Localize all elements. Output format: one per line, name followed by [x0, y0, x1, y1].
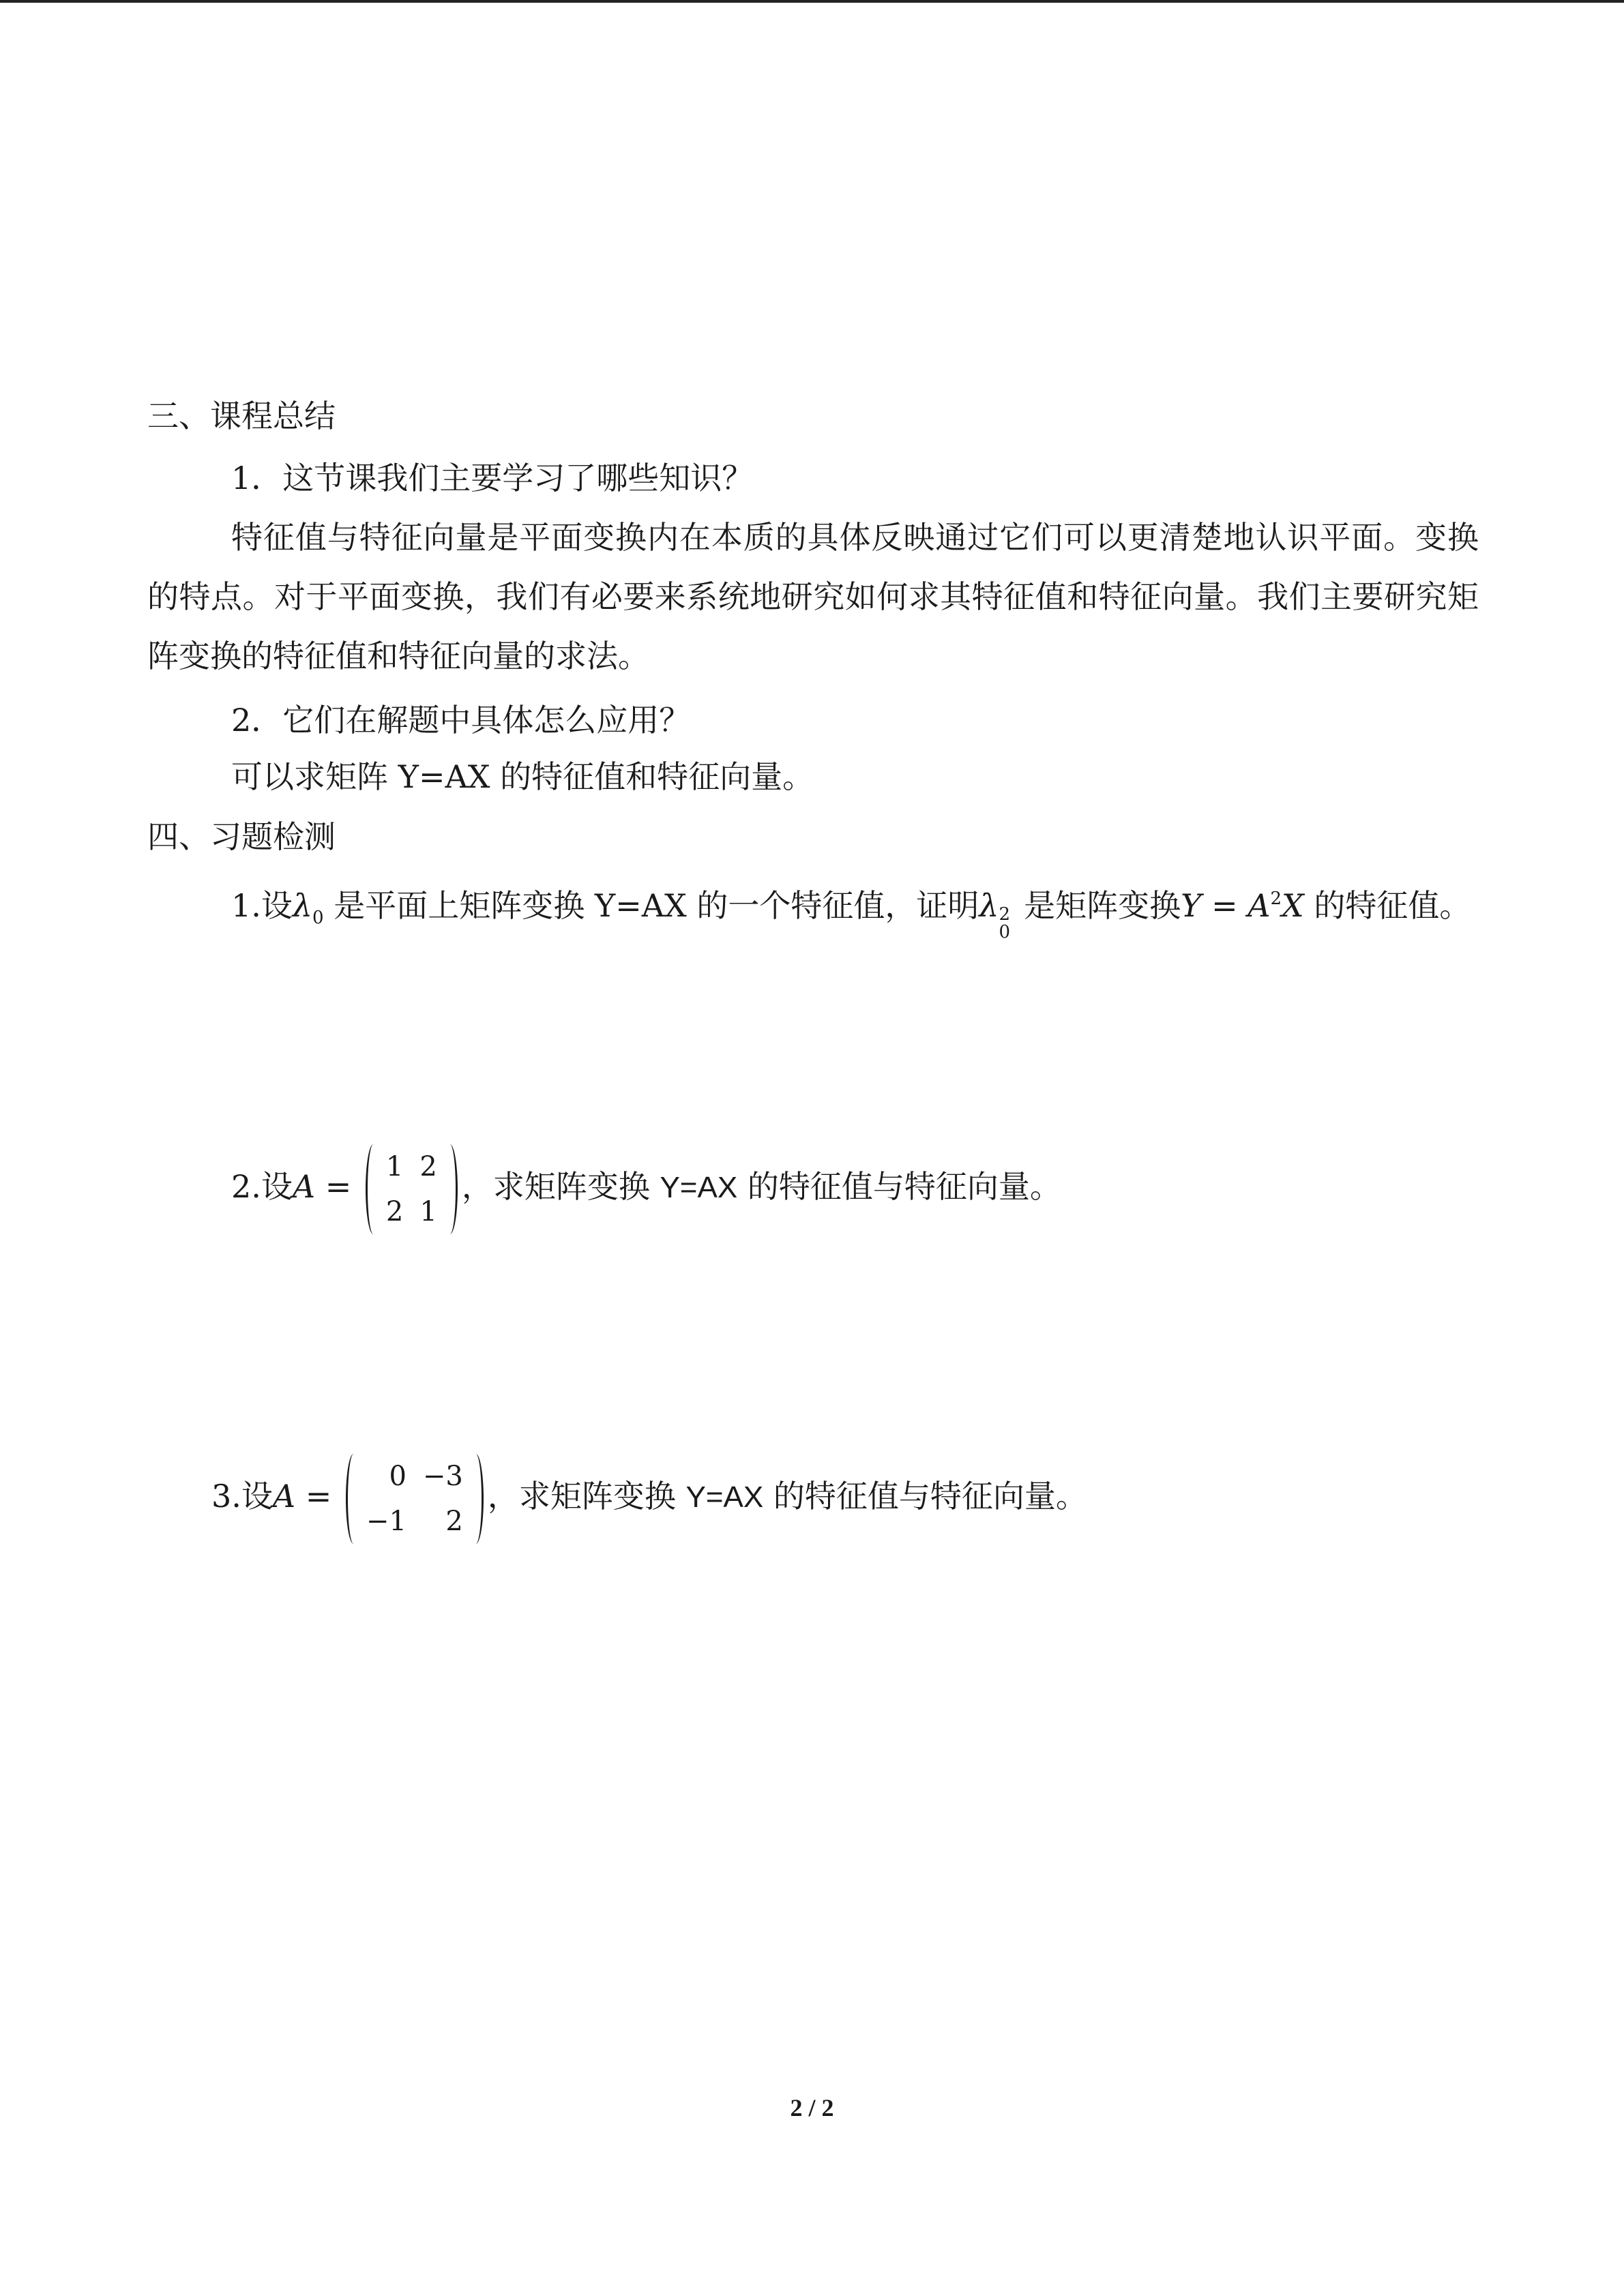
ex3-suffix-b: 的特征值与特征向量。: [763, 1478, 1087, 1515]
paragraph1-text: 特征值与特征向量是平面变换内在本质的具体反映通过它们可以更清楚地认识平面。变换的特点。对于平面变换，我们有必要来系统地研究如何求其特征值和特征向量。我们主要研究矩阵变换的特征值和特征向量的求法。: [147, 519, 1479, 674]
ex3-prefix: 3.设: [211, 1478, 273, 1515]
ex1-prefix: 1.设: [231, 887, 293, 924]
ex3-m12: −3: [422, 1461, 463, 1492]
ex1-lambda2-sub: 0: [999, 922, 1011, 942]
ex3-m21: −1: [366, 1506, 407, 1537]
ex2-suffix-b: 的特征值与特征向量。: [737, 1168, 1061, 1205]
ex2-matrix-table: [378, 1144, 445, 1234]
ex1-lambda2: λ: [979, 887, 999, 924]
ex2-suffix-a: ，求矩阵变换: [461, 1168, 660, 1205]
section3-question1: 1．这节课我们主要学习了哪些知识？: [231, 460, 754, 496]
ex2-m22: 1: [419, 1196, 437, 1227]
ex2-yax: Y=AX: [660, 1171, 738, 1204]
ex1-lambda: λ: [292, 887, 313, 924]
exercise-1: [231, 875, 1471, 942]
page-number: 2 / 2: [790, 2094, 834, 2121]
ex1-formula-end: X: [1282, 887, 1304, 924]
ex3-yax: Y=AX: [685, 1480, 764, 1514]
ex2-eq: =: [315, 1168, 352, 1205]
section3-answer2: 可以求矩阵 Y=AX 的特征值和特征向量。: [231, 758, 814, 795]
section4-heading: 四、习题检测: [147, 818, 336, 855]
ex1-suffix: 的特征值。: [1303, 887, 1471, 924]
ex1-formula: Y = A: [1181, 887, 1271, 924]
ex1-mid: 是平面上矩阵变换 Y=AX 的一个特征值，证明: [323, 887, 979, 924]
section3-paragraph1: [147, 508, 1479, 686]
section3-heading: 三、课程总结: [147, 398, 336, 434]
exercise-2: [231, 1139, 1061, 1236]
ex3-suffix-a: ，求矩阵变换: [487, 1478, 686, 1515]
ex1-lambda2-sup: 2: [999, 904, 1011, 925]
ex2-var: A: [292, 1168, 316, 1205]
ex2-matrix: [366, 1144, 458, 1234]
ex1-formula-sup: 2: [1270, 889, 1282, 909]
ex3-matrix-table: [358, 1454, 471, 1544]
ex1-mid2: 是矩阵变换: [1014, 887, 1181, 924]
ex2-m21: 2: [385, 1196, 404, 1227]
exercise-3: [211, 1448, 1087, 1545]
ex3-var: A: [272, 1478, 296, 1515]
section3-question2: 2．它们在解题中具体怎么应用？: [231, 702, 691, 739]
ex3-eq: =: [295, 1478, 332, 1515]
ex2-m11: 1: [385, 1151, 404, 1182]
ex2-m12: 2: [419, 1151, 437, 1182]
ex1-lambda2-scripts: [999, 904, 1014, 942]
ex2-prefix: 2.设: [231, 1168, 293, 1205]
ex3-m11: 0: [389, 1461, 407, 1492]
ex3-m22: 2: [445, 1506, 463, 1537]
ex1-lambda-sub: 0: [312, 908, 324, 928]
ex3-matrix: [346, 1454, 484, 1544]
